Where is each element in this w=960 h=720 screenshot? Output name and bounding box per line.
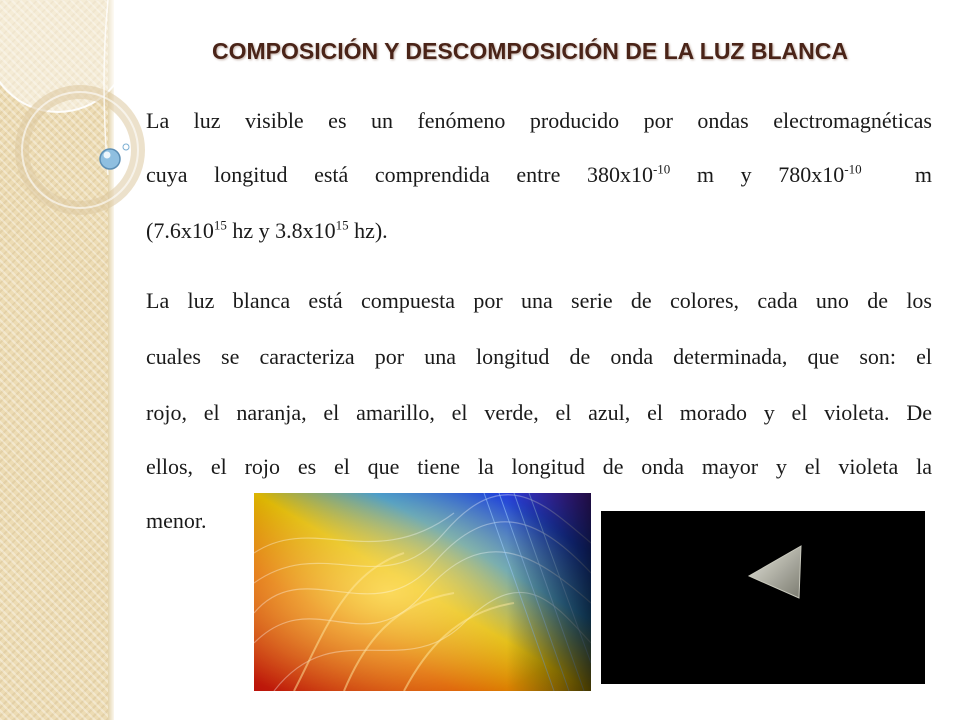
p1-line2-part-c: m	[861, 162, 932, 187]
deco-bubble-highlight	[104, 152, 111, 159]
p1-line2-part-b: m y 780x10	[670, 162, 845, 187]
paragraph2-line4: ellos, el rojo es el que tiene la longitud de onda mayor y el violeta la	[146, 454, 932, 479]
paragraph1-line3	[146, 218, 932, 244]
prism-graphic	[601, 511, 925, 684]
p1-line3-exponent-1: 15	[213, 217, 227, 233]
paragraph1-line2	[146, 162, 932, 188]
p1-line2-exponent-2: -10	[844, 161, 862, 177]
p1-line3-exponent-2: 15	[335, 217, 349, 233]
paragraph2-line1: La luz blanca está compuesta por una serie de colores, cada uno de los	[146, 288, 932, 313]
p1-line3-part-b: hz y 3.8x10	[226, 218, 336, 243]
paragraph2-line3: rojo, el naranja, el amarillo, el verde, el azul, el morado y el violeta. De	[146, 400, 932, 425]
p1-line3-part-c: hz).	[348, 218, 388, 243]
deco-bubble-small	[123, 144, 129, 150]
paragraph1-line1: La luz visible es un fenómeno producido por ondas electromagnéticas	[146, 108, 932, 133]
light-spectrum-image	[254, 493, 591, 691]
deco-bubble	[100, 149, 120, 169]
light-spectrum-graphic	[254, 493, 591, 691]
paragraph2-line5: menor.	[146, 508, 207, 533]
p1-line2-part-a: cuya longitud está comprendida entre 380x10	[146, 162, 653, 187]
slide-title: COMPOSICIÓN Y DESCOMPOSICIÓN DE LA LUZ BLANCA	[212, 38, 848, 64]
p1-line3-part-a: (7.6x10	[146, 218, 214, 243]
prism-image	[601, 511, 925, 684]
p1-line2-exponent-1: -10	[652, 161, 671, 177]
paragraph2-line2: cuales se caracteriza por una longitud de onda determinada, que son: el	[146, 344, 932, 369]
